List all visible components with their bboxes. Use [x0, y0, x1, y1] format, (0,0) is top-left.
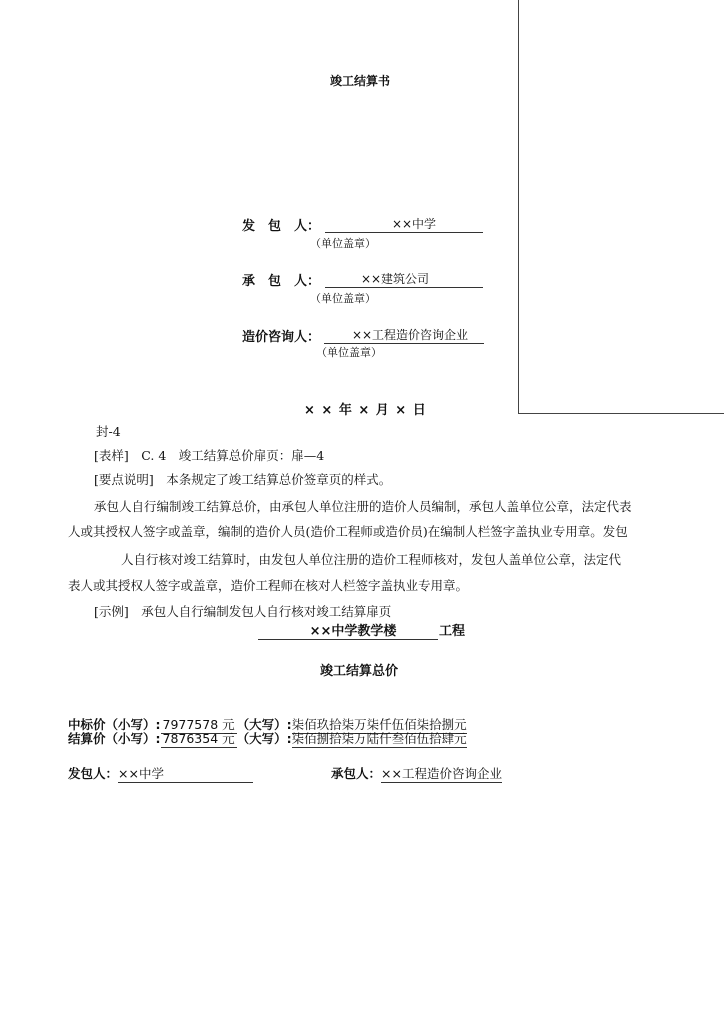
bid-price-small: 7977578 — [162, 717, 219, 732]
cover-employer-seal: （单位盖章） — [310, 237, 376, 250]
paragraph-line-3: 人自行核对竣工结算时，由发包人单位注册的造价工程师核对，发包人盖单位公章，法定代 — [121, 552, 622, 567]
example-employer-label: 发包人： — [68, 766, 119, 781]
settle-price-label: 结算价（小写）: — [68, 731, 161, 746]
page-code: 封-4 — [96, 424, 121, 439]
settle-price-row — [68, 729, 467, 748]
cover-employer-value: ××中学 — [325, 215, 483, 233]
example-employer-row — [68, 764, 253, 783]
paragraph-line-2: 人或其授权人签字或盖章，编制的造价人员(造价工程师或造价员)在编制人栏签字盖执业专用章。发包 — [68, 524, 628, 539]
settle-price-unit: 元 — [222, 731, 235, 746]
cover-date: × × 年 × 月 × 日 — [304, 403, 427, 418]
frame-vertical-line — [518, 0, 519, 414]
bid-price-unit: 元 — [222, 717, 235, 732]
cover-consultant-value: ××工程造价咨询企业 — [324, 326, 484, 344]
example-contractor-label: 承包人： — [331, 766, 382, 781]
example-contractor-value: ××工程造价咨询企业 — [381, 766, 502, 781]
cover-consultant-seal: （单位盖章） — [316, 346, 382, 359]
bid-price-big: 柒佰玖拾柒万柒仟伍佰柒拾捌元 — [291, 717, 467, 732]
example-employer-value: ××中学 — [118, 764, 253, 783]
example-project-suffix: 工程 — [439, 624, 466, 639]
example-contractor-row — [331, 764, 502, 783]
example-line: [示例] 承包人自行编制发包人自行核对竣工结算扉页 — [94, 604, 392, 619]
paragraph-line-4: 表人或其授权人签字或盖章，造价工程师在核对人栏签字盖执业专用章。 — [68, 578, 469, 593]
settle-price-big: 柒佰捌拾柒万陆仟叁佰伍拾肆元 — [291, 731, 467, 746]
settle-price-small: 7876354 — [162, 731, 219, 746]
example-project-name: ××中学教学楼 — [258, 620, 438, 640]
note-line: [要点说明] 本条规定了竣工结算总价签章页的样式。 — [94, 472, 392, 487]
cover-employer-label: 发 包 人： — [242, 219, 321, 234]
sample-line: [表样] C. 4 竣工结算总价扉页：扉—4 — [94, 448, 325, 463]
cover-contractor-label: 承 包 人： — [242, 274, 321, 289]
example-subtitle: 竣工结算总价 — [320, 664, 399, 679]
frame-horizontal-line — [518, 413, 724, 414]
cover-contractor-seal: （单位盖章） — [310, 292, 376, 305]
bid-price-label: 中标价（小写）: — [68, 717, 161, 732]
cover-contractor-value: ××建筑公司 — [325, 270, 483, 288]
cover-consultant-label: 造价咨询人： — [242, 330, 321, 345]
cover-title: 竣工结算书 — [330, 74, 391, 88]
bid-price-big-label: （大写）: — [236, 717, 292, 732]
settle-price-big-label: （大写）: — [236, 731, 292, 746]
paragraph-line-1: 承包人自行编制竣工结算总价，由承包人单位注册的造价人员编制，承包人盖单位公章，法定代表 — [94, 499, 632, 514]
